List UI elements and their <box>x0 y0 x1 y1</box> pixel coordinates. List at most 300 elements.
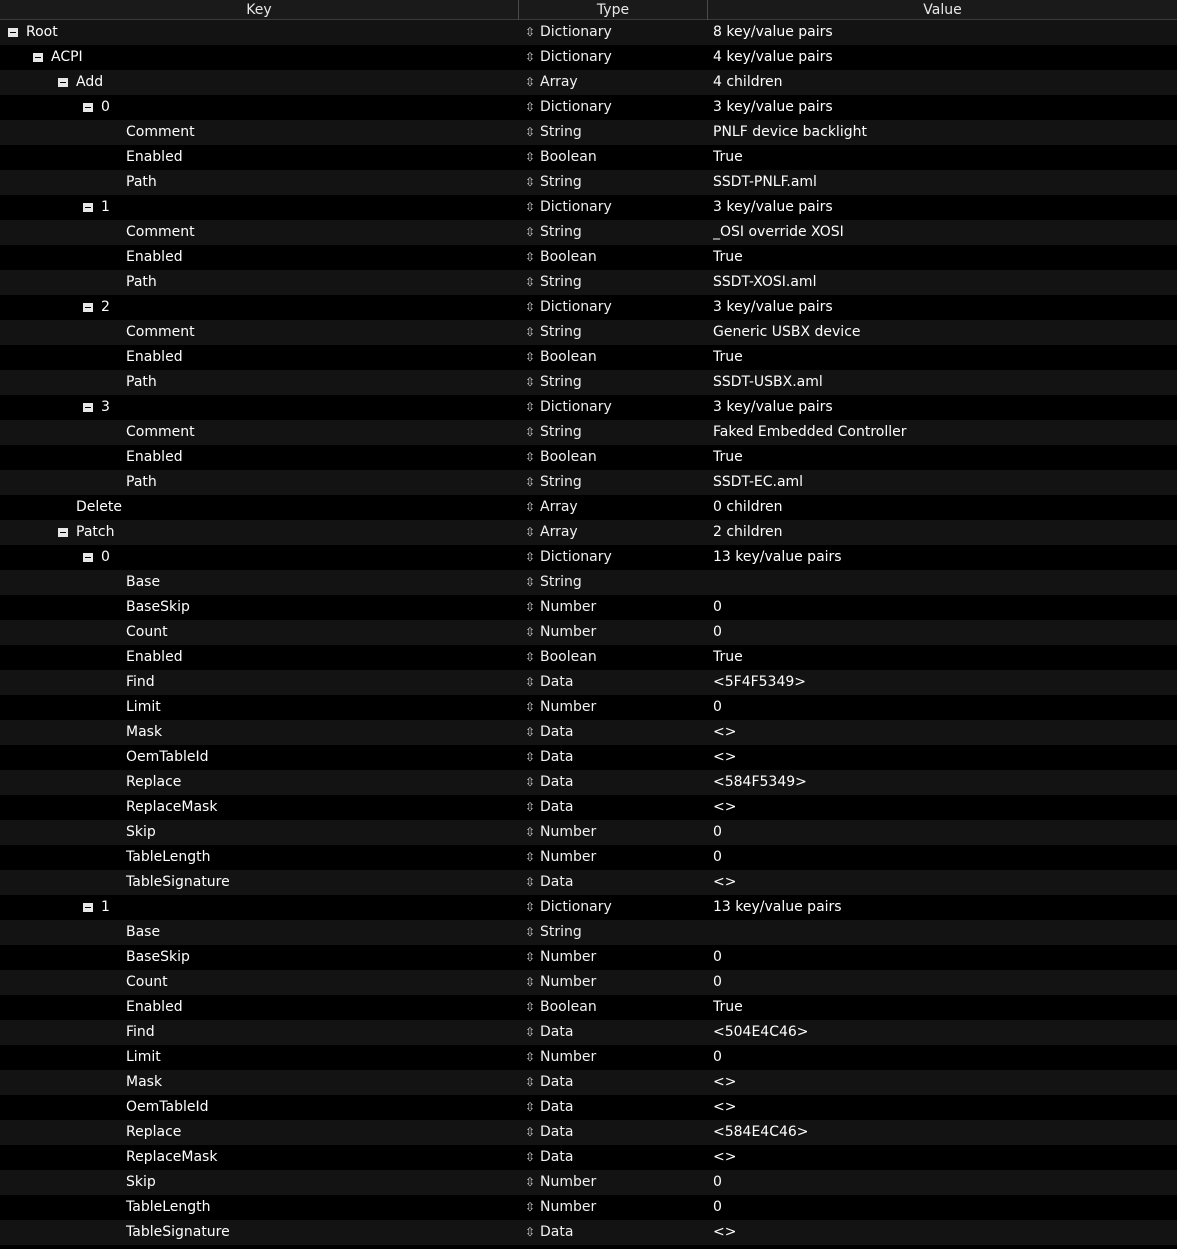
value-cell[interactable]: 8 key/value pairs <box>713 24 833 40</box>
up-down-arrow-icon[interactable]: ⇳ <box>525 700 536 714</box>
value-cell[interactable]: SSDT-EC.aml <box>713 474 804 490</box>
type-cell[interactable] <box>525 320 705 345</box>
up-down-arrow-icon[interactable]: ⇳ <box>525 25 536 39</box>
key-cell[interactable] <box>0 770 515 795</box>
up-down-arrow-icon[interactable]: ⇳ <box>525 625 536 639</box>
type-label: String <box>540 424 582 440</box>
type-label: Boolean <box>540 999 597 1015</box>
key-cell[interactable] <box>0 670 515 695</box>
key-cell[interactable] <box>0 995 515 1020</box>
up-down-arrow-icon[interactable]: ⇳ <box>525 1150 536 1164</box>
type-cell[interactable] <box>525 145 705 170</box>
tree-row[interactable] <box>0 595 1177 620</box>
tree-row[interactable] <box>0 695 1177 720</box>
value-cell[interactable]: <504E4C46> <box>713 1024 809 1040</box>
collapse-toggle-icon[interactable] <box>8 28 18 37</box>
up-down-arrow-icon[interactable]: ⇳ <box>525 475 536 489</box>
type-cell[interactable] <box>525 1145 705 1170</box>
key-cell[interactable] <box>0 1095 515 1120</box>
key-cell[interactable] <box>0 920 515 945</box>
key-cell[interactable] <box>0 870 515 895</box>
value-cell[interactable]: <> <box>713 799 737 815</box>
value-cell[interactable]: <> <box>713 1099 737 1115</box>
value-cell[interactable]: 13 key/value pairs <box>713 549 842 565</box>
tree-row[interactable] <box>0 445 1177 470</box>
key-cell[interactable] <box>0 370 515 395</box>
value-cell[interactable]: True <box>713 449 743 465</box>
tree-row[interactable] <box>0 170 1177 195</box>
tree-row[interactable] <box>0 20 1177 45</box>
tree-row[interactable] <box>0 645 1177 670</box>
key-cell[interactable] <box>0 820 515 845</box>
type-cell[interactable] <box>525 45 705 70</box>
type-cell[interactable] <box>525 870 705 895</box>
key-cell[interactable] <box>0 795 515 820</box>
value-cell[interactable]: <> <box>713 724 737 740</box>
tree-row[interactable] <box>0 220 1177 245</box>
type-cell[interactable] <box>525 545 705 570</box>
value-cell[interactable]: <> <box>713 1074 737 1090</box>
up-down-arrow-icon[interactable]: ⇳ <box>525 50 536 64</box>
type-cell[interactable] <box>525 520 705 545</box>
tree-row[interactable] <box>0 1195 1177 1220</box>
tree-row[interactable] <box>0 495 1177 520</box>
value-cell[interactable]: <> <box>713 874 737 890</box>
key-cell[interactable] <box>0 45 515 70</box>
tree-row[interactable] <box>0 620 1177 645</box>
type-label: String <box>540 174 582 190</box>
up-down-arrow-icon[interactable]: ⇳ <box>525 225 536 239</box>
value-cell[interactable]: 2 children <box>713 524 783 540</box>
key-label: Skip <box>126 1174 156 1190</box>
type-cell[interactable] <box>525 1020 705 1045</box>
key-label: Delete <box>76 499 122 515</box>
collapse-toggle-icon[interactable] <box>83 303 93 312</box>
up-down-arrow-icon[interactable]: ⇳ <box>525 800 536 814</box>
key-cell[interactable] <box>0 1220 515 1245</box>
type-cell[interactable] <box>525 595 705 620</box>
type-label: Number <box>540 1199 597 1215</box>
value-cell[interactable]: Faked Embedded Controller <box>713 424 907 440</box>
value-cell[interactable]: _OSI override XOSI <box>713 224 844 240</box>
type-cell[interactable] <box>525 770 705 795</box>
type-cell[interactable] <box>525 945 705 970</box>
tree-row[interactable] <box>0 1070 1177 1095</box>
type-cell[interactable] <box>525 295 705 320</box>
type-cell[interactable] <box>525 170 705 195</box>
up-down-arrow-icon[interactable]: ⇳ <box>525 675 536 689</box>
tree-row[interactable] <box>0 120 1177 145</box>
up-down-arrow-icon[interactable]: ⇳ <box>525 775 536 789</box>
key-cell[interactable] <box>0 620 515 645</box>
tree-row[interactable] <box>0 795 1177 820</box>
key-cell[interactable] <box>0 1195 515 1220</box>
value-cell[interactable]: 0 <box>713 849 722 865</box>
type-cell[interactable] <box>525 1095 705 1120</box>
type-cell[interactable] <box>525 1170 705 1195</box>
type-cell[interactable] <box>525 220 705 245</box>
up-down-arrow-icon[interactable]: ⇳ <box>525 850 536 864</box>
up-down-arrow-icon[interactable]: ⇳ <box>525 275 536 289</box>
key-cell[interactable] <box>0 545 515 570</box>
up-down-arrow-icon[interactable]: ⇳ <box>525 125 536 139</box>
value-cell[interactable]: 0 <box>713 949 722 965</box>
up-down-arrow-icon[interactable]: ⇳ <box>525 500 536 514</box>
value-cell[interactable]: <> <box>713 1149 737 1165</box>
type-cell[interactable] <box>525 1070 705 1095</box>
up-down-arrow-icon[interactable]: ⇳ <box>525 600 536 614</box>
key-cell[interactable] <box>0 395 515 420</box>
type-cell[interactable] <box>525 620 705 645</box>
tree-row[interactable] <box>0 345 1177 370</box>
key-label: Find <box>126 674 155 690</box>
value-cell[interactable]: SSDT-XOSI.aml <box>713 274 817 290</box>
type-label: Data <box>540 874 574 890</box>
up-down-arrow-icon[interactable]: ⇳ <box>525 250 536 264</box>
up-down-arrow-icon[interactable]: ⇳ <box>525 575 536 589</box>
type-column-header[interactable]: Type <box>519 0 708 20</box>
type-label: Data <box>540 1024 574 1040</box>
tree-row[interactable] <box>0 295 1177 320</box>
value-cell[interactable]: 0 children <box>713 499 783 515</box>
key-cell[interactable] <box>0 570 515 595</box>
up-down-arrow-icon[interactable]: ⇳ <box>525 925 536 939</box>
key-cell[interactable] <box>0 945 515 970</box>
key-column-header[interactable]: Key <box>0 0 519 20</box>
type-cell[interactable] <box>525 195 705 220</box>
up-down-arrow-icon[interactable]: ⇳ <box>525 1225 536 1239</box>
tree-row[interactable] <box>0 970 1177 995</box>
tree-row[interactable] <box>0 70 1177 95</box>
value-cell[interactable]: True <box>713 249 743 265</box>
type-cell[interactable] <box>525 120 705 145</box>
value-cell[interactable] <box>713 920 1173 945</box>
up-down-arrow-icon[interactable]: ⇳ <box>525 375 536 389</box>
up-down-arrow-icon[interactable]: ⇳ <box>525 875 536 889</box>
key-cell[interactable] <box>0 695 515 720</box>
type-cell[interactable] <box>525 795 705 820</box>
key-cell[interactable] <box>0 720 515 745</box>
type-cell[interactable] <box>525 670 705 695</box>
value-cell[interactable]: <584F5349> <box>713 774 807 790</box>
key-cell[interactable] <box>0 220 515 245</box>
type-cell[interactable] <box>525 1045 705 1070</box>
key-cell[interactable] <box>0 445 515 470</box>
up-down-arrow-icon[interactable]: ⇳ <box>525 1025 536 1039</box>
value-cell[interactable]: 3 key/value pairs <box>713 399 833 415</box>
up-down-arrow-icon[interactable]: ⇳ <box>525 350 536 364</box>
key-cell[interactable] <box>0 1020 515 1045</box>
up-down-arrow-icon[interactable]: ⇳ <box>525 975 536 989</box>
type-cell[interactable] <box>525 695 705 720</box>
collapse-toggle-icon[interactable] <box>83 553 93 562</box>
key-label: BaseSkip <box>126 599 190 615</box>
key-cell[interactable] <box>0 895 515 920</box>
key-cell[interactable] <box>0 20 515 45</box>
column-header <box>0 0 1177 20</box>
key-label: OemTableId <box>126 1099 209 1115</box>
key-label: Comment <box>126 424 195 440</box>
value-cell[interactable]: 3 key/value pairs <box>713 299 833 315</box>
collapse-toggle-icon[interactable] <box>83 403 93 412</box>
type-cell[interactable] <box>525 720 705 745</box>
value-cell[interactable]: <584E4C46> <box>713 1124 809 1140</box>
type-cell[interactable] <box>525 20 705 45</box>
type-cell[interactable] <box>525 920 705 945</box>
key-cell[interactable] <box>0 270 515 295</box>
up-down-arrow-icon[interactable]: ⇳ <box>525 175 536 189</box>
type-label: Data <box>540 774 574 790</box>
key-label: Comment <box>126 324 195 340</box>
type-label: String <box>540 224 582 240</box>
type-cell[interactable] <box>525 970 705 995</box>
type-label: Number <box>540 1049 597 1065</box>
tree-row[interactable] <box>0 920 1177 945</box>
up-down-arrow-icon[interactable]: ⇳ <box>525 550 536 564</box>
type-cell[interactable] <box>525 245 705 270</box>
tree-row[interactable] <box>0 270 1177 295</box>
tree-row[interactable] <box>0 1145 1177 1170</box>
up-down-arrow-icon[interactable]: ⇳ <box>525 400 536 414</box>
type-cell[interactable] <box>525 745 705 770</box>
key-label: TableLength <box>126 849 211 865</box>
key-cell[interactable] <box>0 845 515 870</box>
up-down-arrow-icon[interactable]: ⇳ <box>525 650 536 664</box>
key-cell[interactable] <box>0 245 515 270</box>
type-cell[interactable] <box>525 395 705 420</box>
key-label: 0 <box>101 99 110 115</box>
up-down-arrow-icon[interactable]: ⇳ <box>525 725 536 739</box>
collapse-toggle-icon[interactable] <box>58 78 68 87</box>
type-label: Array <box>540 74 578 90</box>
up-down-arrow-icon[interactable]: ⇳ <box>525 200 536 214</box>
tree-row[interactable] <box>0 745 1177 770</box>
tree-row[interactable] <box>0 320 1177 345</box>
key-label: Base <box>126 574 161 590</box>
value-cell[interactable]: 3 key/value pairs <box>713 199 833 215</box>
value-cell[interactable]: 0 <box>713 1049 722 1065</box>
collapse-toggle-icon[interactable] <box>83 203 93 212</box>
key-label: 1 <box>101 199 110 215</box>
value-cell[interactable]: 0 <box>713 599 722 615</box>
type-cell[interactable] <box>525 270 705 295</box>
key-cell[interactable] <box>0 345 515 370</box>
key-cell[interactable] <box>0 595 515 620</box>
up-down-arrow-icon[interactable]: ⇳ <box>525 900 536 914</box>
type-label: Number <box>540 849 597 865</box>
key-cell[interactable] <box>0 320 515 345</box>
up-down-arrow-icon[interactable]: ⇳ <box>525 1000 536 1014</box>
plist-tree <box>0 20 1177 1245</box>
tree-row[interactable] <box>0 545 1177 570</box>
key-cell[interactable] <box>0 120 515 145</box>
type-cell[interactable] <box>525 495 705 520</box>
key-cell[interactable] <box>0 1170 515 1195</box>
type-label: Number <box>540 599 597 615</box>
key-cell[interactable] <box>0 1120 515 1145</box>
type-cell[interactable] <box>525 845 705 870</box>
type-cell[interactable] <box>525 570 705 595</box>
key-label: Count <box>126 974 168 990</box>
up-down-arrow-icon[interactable]: ⇳ <box>525 750 536 764</box>
value-cell[interactable]: 0 <box>713 699 722 715</box>
tree-row[interactable] <box>0 1120 1177 1145</box>
value-cell[interactable]: True <box>713 999 743 1015</box>
key-cell[interactable] <box>0 295 515 320</box>
up-down-arrow-icon[interactable]: ⇳ <box>525 1200 536 1214</box>
key-cell[interactable] <box>0 1145 515 1170</box>
up-down-arrow-icon[interactable]: ⇳ <box>525 1175 536 1189</box>
up-down-arrow-icon[interactable]: ⇳ <box>525 100 536 114</box>
type-cell[interactable] <box>525 1220 705 1245</box>
key-cell[interactable] <box>0 745 515 770</box>
value-cell[interactable]: <> <box>713 749 737 765</box>
collapse-toggle-icon[interactable] <box>58 528 68 537</box>
type-cell[interactable] <box>525 1195 705 1220</box>
tree-row[interactable] <box>0 145 1177 170</box>
up-down-arrow-icon[interactable]: ⇳ <box>525 1075 536 1089</box>
type-cell[interactable] <box>525 420 705 445</box>
type-cell[interactable] <box>525 445 705 470</box>
value-cell[interactable]: True <box>713 149 743 165</box>
type-cell[interactable] <box>525 95 705 120</box>
tree-row[interactable] <box>0 420 1177 445</box>
type-cell[interactable] <box>525 370 705 395</box>
collapse-toggle-icon[interactable] <box>33 53 43 62</box>
key-cell[interactable] <box>0 195 515 220</box>
key-cell[interactable] <box>0 1070 515 1095</box>
tree-row[interactable] <box>0 1095 1177 1120</box>
collapse-toggle-icon[interactable] <box>83 903 93 912</box>
up-down-arrow-icon[interactable]: ⇳ <box>525 300 536 314</box>
value-cell[interactable]: SSDT-PNLF.aml <box>713 174 817 190</box>
key-cell[interactable] <box>0 1045 515 1070</box>
key-cell[interactable] <box>0 645 515 670</box>
tree-row[interactable] <box>0 845 1177 870</box>
value-cell[interactable]: 0 <box>713 1174 722 1190</box>
up-down-arrow-icon[interactable]: ⇳ <box>525 1100 536 1114</box>
value-cell[interactable]: 0 <box>713 974 722 990</box>
value-cell[interactable]: 4 key/value pairs <box>713 49 833 65</box>
key-cell[interactable] <box>0 170 515 195</box>
type-cell[interactable] <box>525 1120 705 1145</box>
up-down-arrow-icon[interactable]: ⇳ <box>525 1125 536 1139</box>
tree-row[interactable] <box>0 670 1177 695</box>
type-cell[interactable] <box>525 895 705 920</box>
type-cell[interactable] <box>525 345 705 370</box>
key-label: 1 <box>101 899 110 915</box>
tree-row[interactable] <box>0 770 1177 795</box>
value-cell[interactable]: 0 <box>713 624 722 640</box>
tree-row[interactable] <box>0 1045 1177 1070</box>
tree-row[interactable] <box>0 45 1177 70</box>
tree-row[interactable] <box>0 395 1177 420</box>
type-label: Boolean <box>540 649 597 665</box>
value-cell[interactable]: 4 children <box>713 74 783 90</box>
key-cell[interactable] <box>0 470 515 495</box>
value-cell[interactable]: SSDT-USBX.aml <box>713 374 823 390</box>
tree-row[interactable] <box>0 720 1177 745</box>
key-cell[interactable] <box>0 70 515 95</box>
key-cell[interactable] <box>0 970 515 995</box>
up-down-arrow-icon[interactable]: ⇳ <box>525 1050 536 1064</box>
value-column-header[interactable]: Value <box>923 2 962 18</box>
value-cell[interactable]: True <box>713 649 743 665</box>
tree-row[interactable] <box>0 1020 1177 1045</box>
key-cell[interactable] <box>0 520 515 545</box>
tree-row[interactable] <box>0 820 1177 845</box>
up-down-arrow-icon[interactable]: ⇳ <box>525 525 536 539</box>
value-cell[interactable]: Generic USBX device <box>713 324 861 340</box>
value-cell[interactable]: <> <box>713 1224 737 1240</box>
tree-row[interactable] <box>0 95 1177 120</box>
tree-row[interactable] <box>0 195 1177 220</box>
tree-row[interactable] <box>0 570 1177 595</box>
up-down-arrow-icon[interactable]: ⇳ <box>525 950 536 964</box>
type-label: String <box>540 374 582 390</box>
value-cell[interactable]: True <box>713 349 743 365</box>
value-cell[interactable]: 0 <box>713 824 722 840</box>
key-label: ReplaceMask <box>126 799 218 815</box>
value-cell[interactable]: 13 key/value pairs <box>713 899 842 915</box>
type-label: Dictionary <box>540 99 612 115</box>
type-label: Dictionary <box>540 899 612 915</box>
key-cell[interactable] <box>0 145 515 170</box>
value-cell[interactable]: 3 key/value pairs <box>713 99 833 115</box>
up-down-arrow-icon[interactable]: ⇳ <box>525 150 536 164</box>
key-label: Enabled <box>126 649 183 665</box>
type-label: Data <box>540 1124 574 1140</box>
tree-row[interactable] <box>0 520 1177 545</box>
tree-row[interactable] <box>0 370 1177 395</box>
type-label: Data <box>540 1149 574 1165</box>
tree-row[interactable] <box>0 245 1177 270</box>
type-cell[interactable] <box>525 645 705 670</box>
tree-row[interactable] <box>0 895 1177 920</box>
type-cell[interactable] <box>525 995 705 1020</box>
tree-row[interactable] <box>0 1170 1177 1195</box>
value-cell[interactable]: <5F4F5349> <box>713 674 807 690</box>
type-cell[interactable] <box>525 470 705 495</box>
type-cell[interactable] <box>525 70 705 95</box>
collapse-toggle-icon[interactable] <box>83 103 93 112</box>
key-cell[interactable] <box>0 420 515 445</box>
tree-row[interactable] <box>0 1220 1177 1245</box>
type-label: Number <box>540 949 597 965</box>
value-cell[interactable]: 0 <box>713 1199 722 1215</box>
value-cell[interactable]: PNLF device backlight <box>713 124 867 140</box>
key-cell[interactable] <box>0 95 515 120</box>
value-cell[interactable] <box>713 570 1173 595</box>
key-label: Mask <box>126 1074 163 1090</box>
type-label: String <box>540 474 582 490</box>
key-label: Replace <box>126 774 182 790</box>
up-down-arrow-icon[interactable]: ⇳ <box>525 825 536 839</box>
up-down-arrow-icon[interactable]: ⇳ <box>525 450 536 464</box>
type-label: Dictionary <box>540 199 612 215</box>
tree-row[interactable] <box>0 945 1177 970</box>
tree-row[interactable] <box>0 870 1177 895</box>
type-cell[interactable] <box>525 820 705 845</box>
key-cell[interactable] <box>0 495 515 520</box>
key-label: BaseSkip <box>126 949 190 965</box>
up-down-arrow-icon[interactable]: ⇳ <box>525 325 536 339</box>
type-label: Number <box>540 699 597 715</box>
up-down-arrow-icon[interactable]: ⇳ <box>525 425 536 439</box>
up-down-arrow-icon[interactable]: ⇳ <box>525 75 536 89</box>
tree-row[interactable] <box>0 995 1177 1020</box>
tree-row[interactable] <box>0 470 1177 495</box>
